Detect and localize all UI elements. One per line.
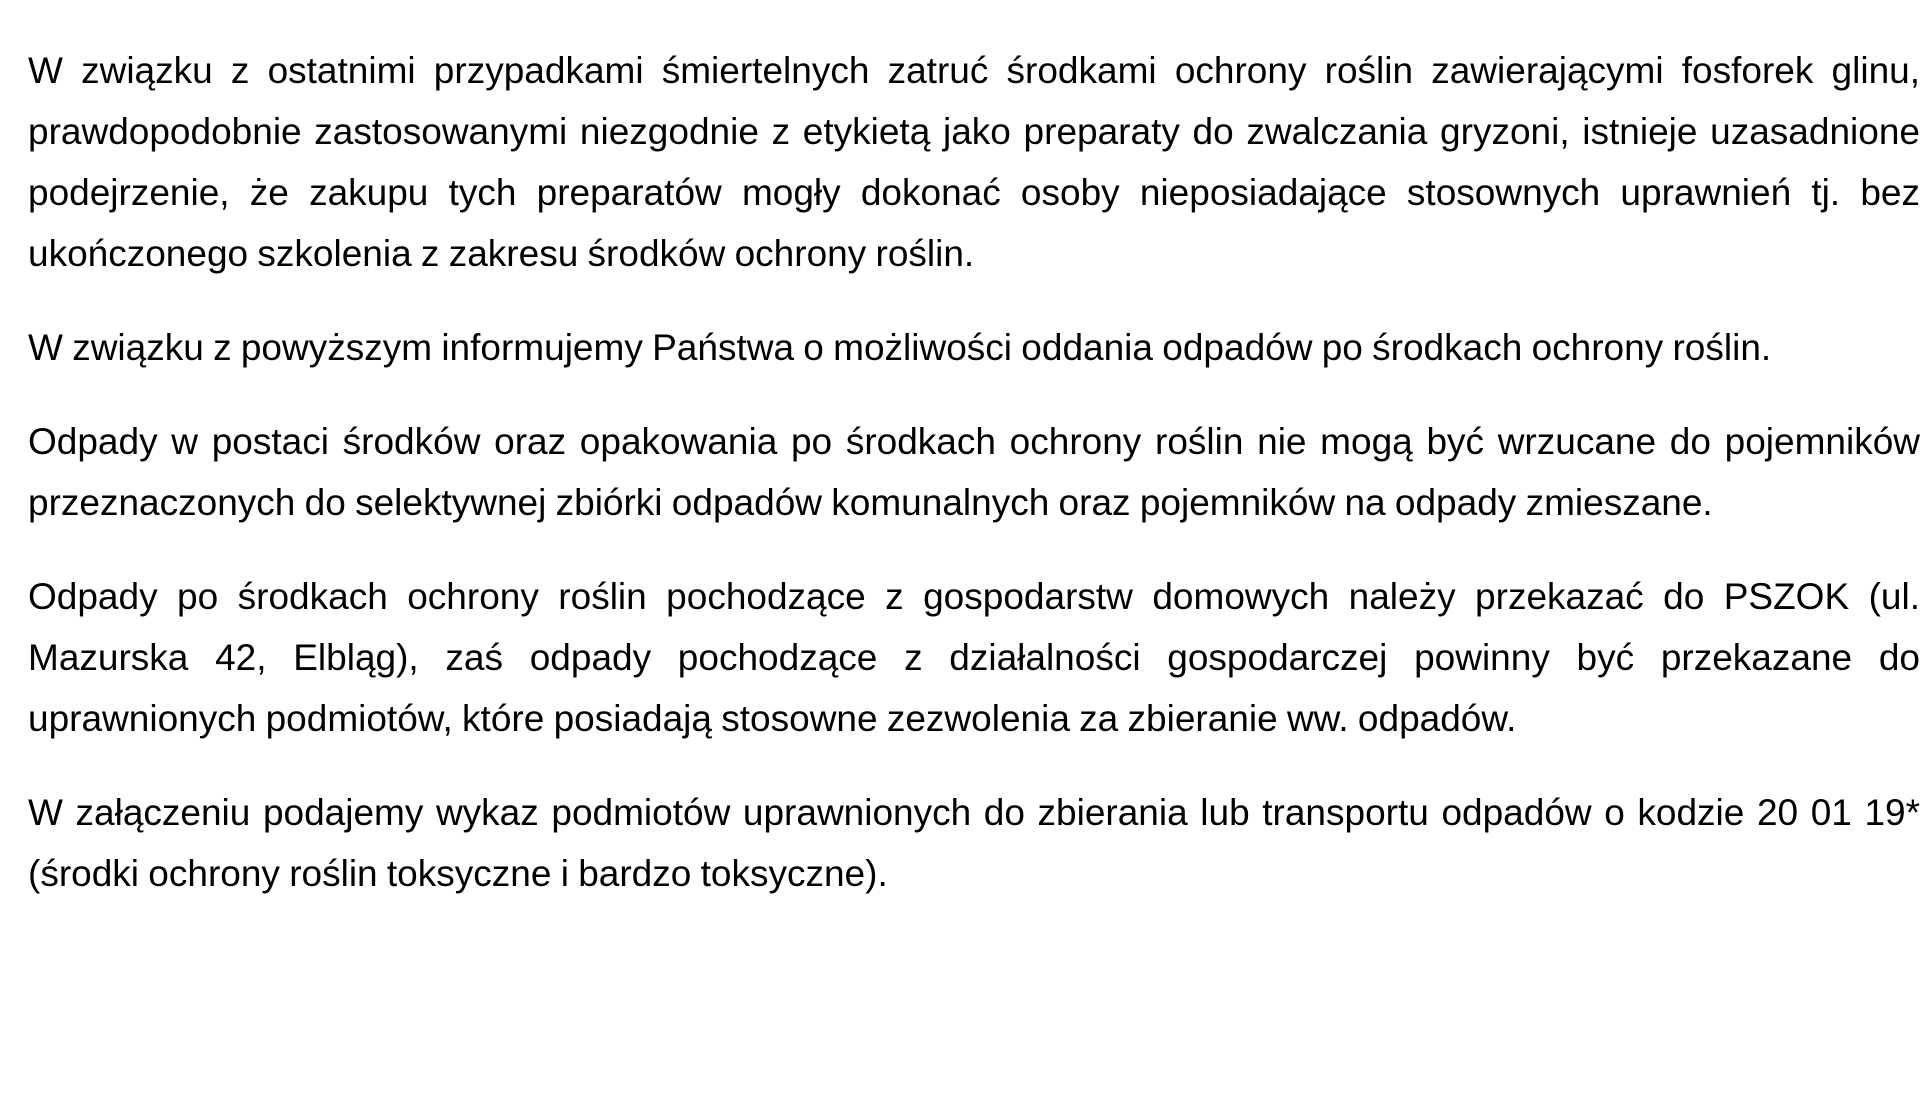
- paragraph-pszok-instructions: Odpady po środkach ochrony roślin pochodzące z gospodarstw domowych należy przekazać do PSZOK (ul. Mazurska 42, Elbląg), zaś odpady pochodzące z działalności gospodarczej powinny być przekazane do uprawnionych podmiotów, które posiadają stosowne zezwolenia za zbieranie ww. odpadów.: [28, 576, 1920, 739]
- document-body: [28, 40, 1920, 904]
- paragraph-container-restriction: Odpady w postaci środków oraz opakowania po środkach ochrony roślin nie mogą być wrzucane do pojemników przeznaczonych do selektywnej zbiórki odpadów komunalnych oraz pojemników na odpady zmieszane.: [28, 421, 1920, 523]
- paragraph-poisoning-notice: W związku z ostatnimi przypadkami śmiertelnych zatruć środkami ochrony roślin zawierającymi fosforek glinu, prawdopodobnie zastosowanymi niezgodnie z etykietą jako preparaty do zwalczania gryzoni, istnieje uzasadnione podejrzenie, że zakupu tych preparatów mogły dokonać osoby nieposiadające stosownych uprawnień tj. bez ukończonego szkolenia z zakresu środków ochrony roślin.: [28, 50, 1920, 274]
- paragraph-attachment-note: W załączeniu podajemy wykaz podmiotów uprawnionych do zbierania lub transportu odpadów o kodzie 20 01 19* (środki ochrony roślin toksyczne i bardzo toksyczne).: [28, 792, 1920, 894]
- paragraph-waste-disposal-info: W związku z powyższym informujemy Państwa o możliwości oddania odpadów po środkach ochrony roślin.: [28, 327, 1772, 368]
